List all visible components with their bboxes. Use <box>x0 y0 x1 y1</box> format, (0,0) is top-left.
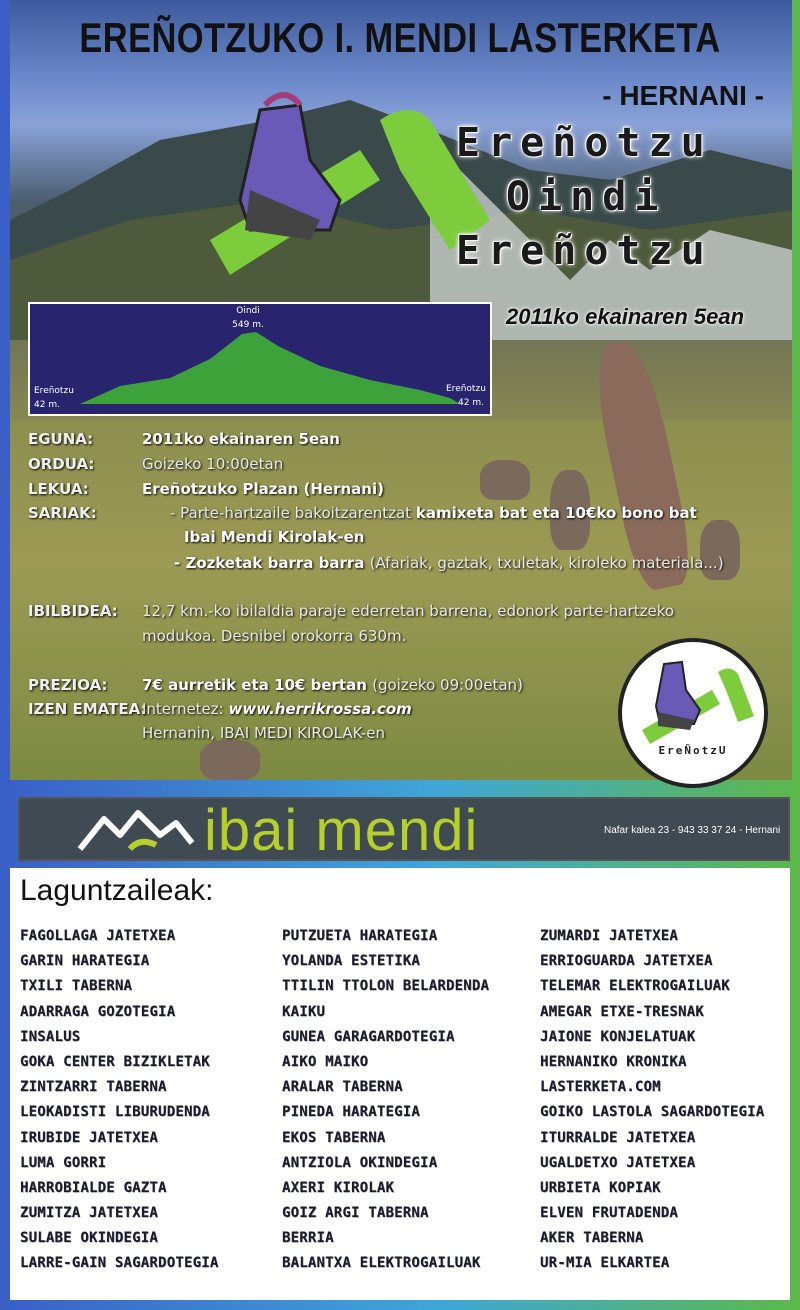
supporter-item: TELEMAR ELEKTROGAILUAK <box>540 978 730 995</box>
supporter-item: AXERI KIROLAK <box>282 1179 395 1196</box>
eguna-label: EGUNA: <box>28 430 94 448</box>
race-logo-badge <box>618 638 768 788</box>
route-start: Ereñotzu <box>456 120 713 166</box>
poster-title: EREÑOTZUKO I. MENDI LASTERKETA <box>79 14 721 61</box>
supporter-item: AMEGAR ETXE-TRESNAK <box>540 1003 704 1020</box>
supporter-item: ARALAR TABERNA <box>282 1079 403 1096</box>
supporter-item: INSALUS <box>20 1028 81 1045</box>
supporter-item: BALANTXA ELEKTROGAILUAK <box>282 1255 481 1272</box>
supporter-item: PINEDA HARATEGIA <box>282 1104 421 1121</box>
boot-logo-icon <box>622 650 764 750</box>
supporter-item: ANTZIOLA OKINDEGIA <box>282 1154 438 1171</box>
end-name: Ereñotzu <box>446 384 486 394</box>
event-date: 2011ko ekainaren 5ean <box>506 304 745 329</box>
izen-label: IZEN EMATEA: <box>28 700 147 718</box>
sariak-line3a: - Zozketak barra barra <box>174 554 370 572</box>
supporter-item: GOIKO LASTOLA SAGARDOTEGIA <box>540 1104 765 1121</box>
supporter-item: LASTERKETA.COM <box>540 1079 661 1096</box>
supporter-item: ERRIOGUARDA JATETXEA <box>540 953 713 970</box>
peak-altitude: 549 m. <box>232 320 264 330</box>
banner-address: Nafar kalea 23 - 943 33 37 24 - Hernani <box>604 825 781 836</box>
end-altitude: 42 m. <box>458 398 484 408</box>
ordua-label: ORDUA: <box>28 455 95 473</box>
supporter-item: LEOKADISTI LIBURUDENDA <box>20 1104 210 1121</box>
supporters-title: Laguntzaileak: <box>20 874 214 907</box>
ibilbidea-line1: 12,7 km.-ko ibilaldia paraje ederretan barrena, edonork parte-hartzeko <box>142 602 675 620</box>
ibilbidea-line2: modukoa. Desnibel orokorra 630m. <box>142 627 407 645</box>
ordua-value: Goizeko 10:00etan <box>142 455 284 473</box>
sariak-line1a: - Parte-hartzaile bakoitzarentzat <box>170 504 416 522</box>
supporter-item: ITURRALDE JATETXEA <box>540 1129 696 1146</box>
rock <box>200 740 260 780</box>
supporter-item: FAGOLLAGA JATETXEA <box>20 928 176 944</box>
sariak-label: SARIAK: <box>28 504 97 522</box>
supporter-item: KAIKU <box>282 1003 326 1020</box>
start-name: Ereñotzu <box>34 386 74 396</box>
supporter-item: ZUMITZA JATETXEA <box>20 1205 159 1222</box>
poster-subtitle: - HERNANI - <box>602 80 764 111</box>
start-altitude: 42 m. <box>34 400 60 410</box>
lekua-label: LEKUA: <box>28 480 89 498</box>
supporter-item: GARIN HARATEGIA <box>20 953 150 970</box>
izen-line1a: Internetez: <box>142 700 229 718</box>
lekua-value: Ereñotzuko Plazan (Hernani) <box>142 480 384 498</box>
route-peak: Oindi <box>506 174 667 220</box>
supporters-panel <box>10 868 790 1300</box>
supporter-item: SULABE OKINDEGIA <box>20 1230 159 1247</box>
supporter-item: EKOS TABERNA <box>282 1129 386 1146</box>
sariak-line2: Ibai Mendi Kirolak-en <box>184 528 365 546</box>
prezioa-value-a: 7€ aurretik eta 10€ bertan <box>142 676 373 694</box>
supporter-item: PUTZUETA HARATEGIA <box>282 928 438 944</box>
supporter-item: BERRIA <box>282 1230 334 1247</box>
supporter-item: ELVEN FRUTADENDA <box>540 1205 679 1222</box>
izen-line2: Hernanin, IBAI MEDI KIROLAK-en <box>142 724 386 742</box>
rock <box>480 460 530 500</box>
peak-name: Oindi <box>236 306 260 316</box>
supporter-item: YOLANDA ESTETIKA <box>282 953 421 970</box>
supporter-item: TTILIN TTOLON BELARDENDA <box>282 978 490 995</box>
supporter-item: AIKO MAIKO <box>282 1053 369 1070</box>
supporters-column-2 <box>282 928 489 1281</box>
supporter-item: GUNEA GARAGARDOTEGIA <box>282 1028 455 1045</box>
supporter-item: UGALDETXO JATETXEA <box>540 1154 696 1171</box>
boot-logo-graphic <box>190 90 490 300</box>
website-link[interactable]: www.herrikrossa.com <box>228 700 412 718</box>
supporter-item: UR-MIA ELKARTEA <box>540 1255 670 1272</box>
supporter-item: LARRE-GAIN SAGARDOTEGIA <box>20 1255 219 1272</box>
supporter-item: HERNANIKO KRONIKA <box>540 1053 687 1070</box>
sponsor-banner <box>18 797 790 861</box>
prezioa-label: PREZIOA: <box>28 676 108 694</box>
supporter-item: GOKA CENTER BIZIKLETAK <box>20 1053 210 1070</box>
supporter-item: JAIONE KONJELATUAK <box>540 1028 696 1045</box>
supporter-item: ADARRAGA GOZOTEGIA <box>20 1003 176 1020</box>
eguna-value: 2011ko ekainaren 5ean <box>142 430 340 448</box>
supporters-column-1 <box>20 928 218 1281</box>
supporter-item: AKER TABERNA <box>540 1230 644 1247</box>
prezioa-value-b: (goizeko 09:00etan) <box>372 676 523 694</box>
sariak-line1b: kamixeta bat eta 10€ko bono bat <box>415 504 697 522</box>
route-end: Ereñotzu <box>456 228 713 274</box>
supporter-item: GOIZ ARGI TABERNA <box>282 1205 429 1222</box>
ibilbidea-label: IBILBIDEA: <box>28 602 118 620</box>
supporter-item: ZINTZARRI TABERNA <box>20 1079 167 1096</box>
sariak-line3b: (Afariak, gaztak, txuletak, kiroleko materiala...) <box>369 554 724 572</box>
badge-text: EreÑotzU <box>658 744 728 757</box>
supporter-item: IRUBIDE JATETXEA <box>20 1129 159 1146</box>
supporter-item: HARROBIALDE GAZTA <box>20 1179 167 1196</box>
supporter-item: ZUMARDI JATETXEA <box>540 928 679 944</box>
supporter-item: LUMA GORRI <box>20 1154 107 1171</box>
supporter-item: TXILI TABERNA <box>20 978 133 995</box>
supporters-column-3 <box>540 928 764 1281</box>
elevation-profile <box>28 302 492 416</box>
mountain-logo-icon <box>76 805 196 855</box>
banner-brand-name: ibai mendi <box>204 798 479 863</box>
supporter-item: URBIETA KOPIAK <box>540 1179 661 1196</box>
